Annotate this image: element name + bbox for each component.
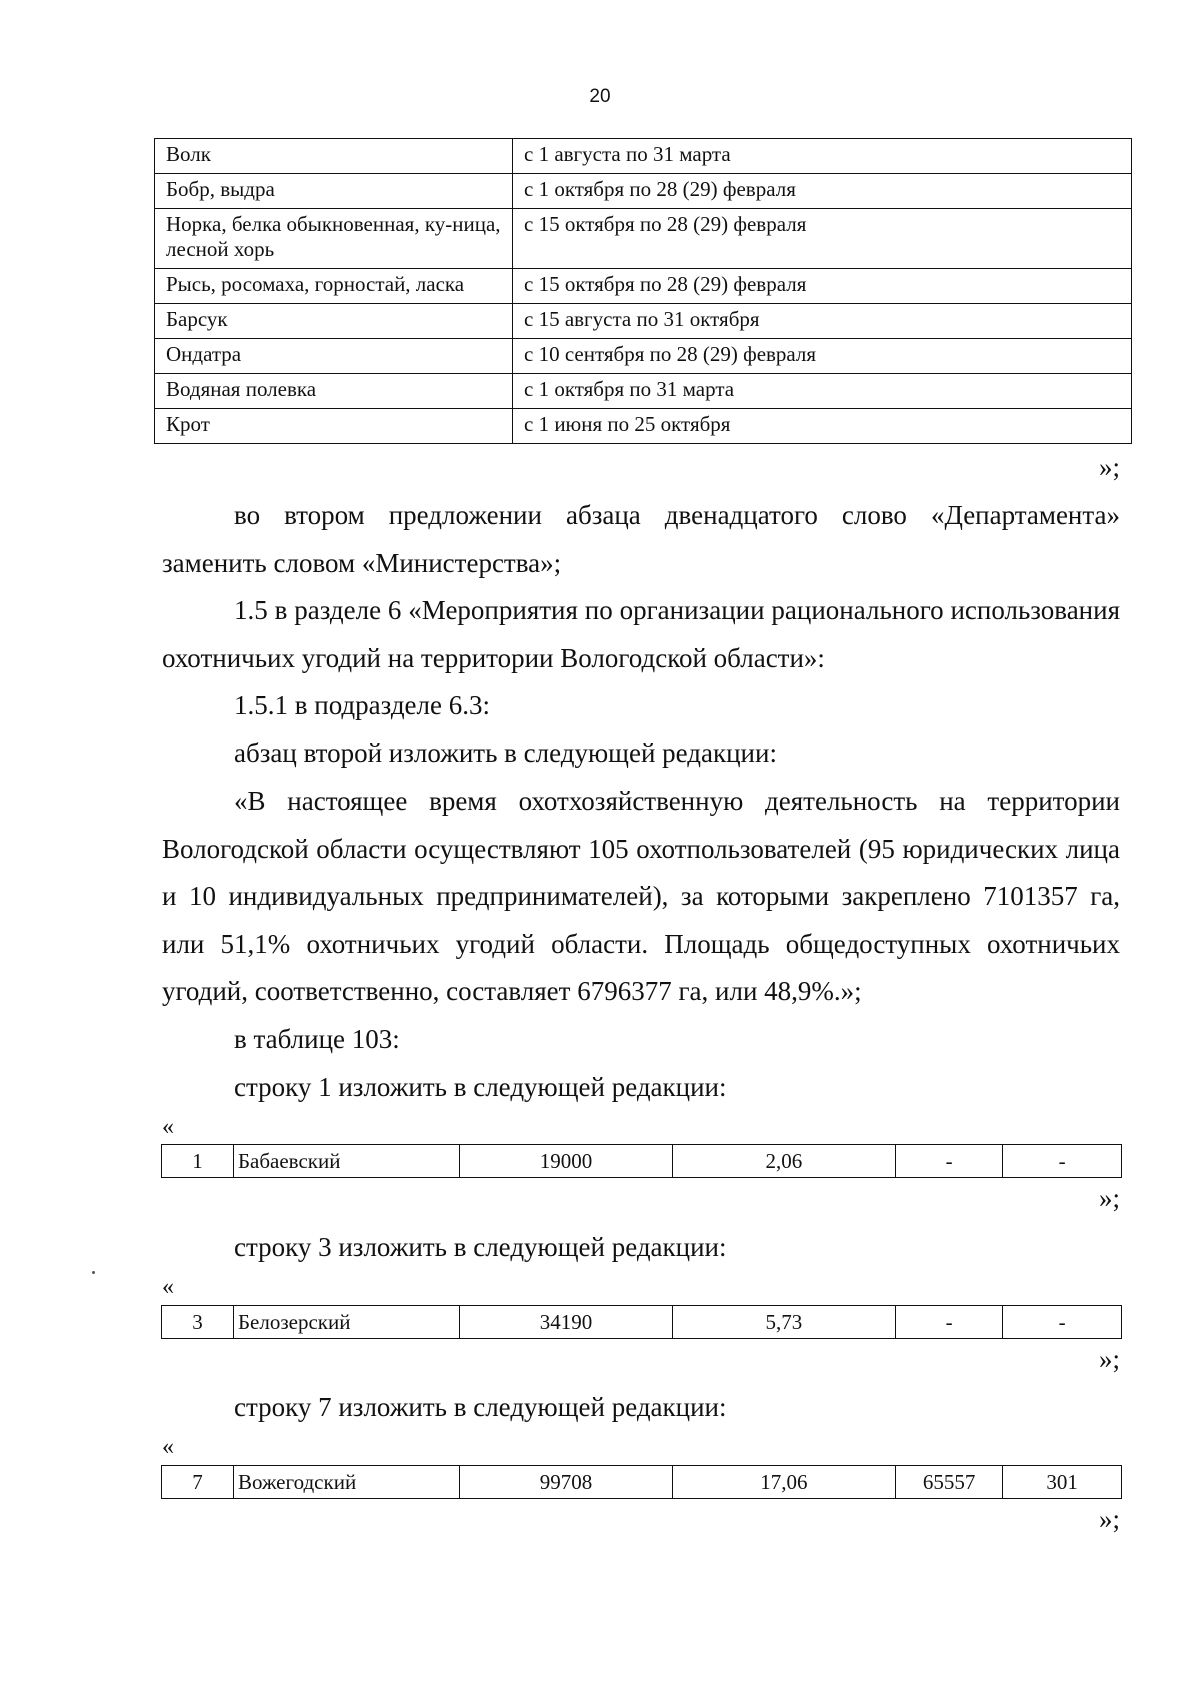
animal-cell: Водяная полевка [155,374,513,409]
cell-percent: 2,06 [672,1145,895,1178]
animal-cell: Крот [155,409,513,444]
table-row [155,139,1132,174]
animal-cell: Волк [155,139,513,174]
paragraph-department-replace: во втором предложении абзаца двенадцатого слово «Департамента» заменить словом «Министерства»; [162,500,1120,578]
table-row [155,409,1132,444]
opening-quote: « [162,1434,174,1460]
animal-cell: Рысь, росомаха, горностай, ласка [155,269,513,304]
table-row [162,1306,1122,1339]
cell-district: Вожегодский [233,1466,459,1499]
cell-number: 3 [162,1306,234,1339]
table-row [155,174,1132,209]
cell-number: 7 [162,1466,234,1499]
cell-district: Белозерский [233,1306,459,1339]
opening-quote: « [162,1114,174,1140]
cell-area: 19000 [460,1145,673,1178]
animal-cell: Норка, белка обыкновенная, ку-ница, лесной хорь [155,209,513,269]
table-row [162,1466,1122,1499]
paragraph-abzac-second: абзац второй изложить в следующей редакции: [234,738,777,768]
cell-area: 99708 [460,1466,673,1499]
cell-value-b: - [1003,1306,1122,1339]
row-edit-instruction: строку 1 изложить в следующей редакции: [234,1072,727,1102]
table-row [155,339,1132,374]
animal-cell: Барсук [155,304,513,339]
row-edit-instruction: строку 7 изложить в следующей редакции: [234,1392,727,1422]
district-row-table [161,1144,1122,1178]
period-cell: с 10 сентября по 28 (29) февраля [513,339,1132,374]
row-edit-instruction: строку 3 изложить в следующей редакции: [234,1232,727,1262]
district-row-table [161,1465,1122,1499]
period-cell: с 15 августа по 31 октября [513,304,1132,339]
table-row [162,1145,1122,1178]
table-row [155,374,1132,409]
cell-value-b: - [1003,1145,1122,1178]
period-cell: с 15 октября по 28 (29) февраля [513,209,1132,269]
paragraph-section-6: 1.5 в разделе 6 «Мероприятия по организации рационального использования охотничьих угодий на территории Вологодской области»: [162,595,1120,673]
cell-percent: 17,06 [672,1466,895,1499]
period-cell: с 1 августа по 31 марта [513,139,1132,174]
cell-area: 34190 [460,1306,673,1339]
hunting-season-table [154,138,1132,444]
page-number: 20 [589,86,611,107]
cell-value-a: - [895,1306,1002,1339]
closing-quote: »; [1098,1183,1120,1213]
paragraph-quoted-text: «В настоящее время охотхозяйственную деятельность на территории Вологодской области осуществляют 105 охотпользователей (95 юридических лица и 10 индивидуальных предпринимателей), за которыми закреплено 7101357 га, или 51,1% охотничьих угодий области. Площадь общедоступных охотничьих угодий, соответственно, составляет 6796377 га, или 48,9%.»; [162,786,1120,1007]
table-row [155,209,1132,269]
paragraph-table-103: в таблице 103: [234,1024,400,1054]
table-row [155,269,1132,304]
period-cell: с 1 июня по 25 октября [513,409,1132,444]
cell-district: Бабаевский [233,1145,459,1178]
table-row [155,304,1132,339]
district-row-table [161,1305,1122,1339]
scan-dot [92,1271,95,1274]
cell-number: 1 [162,1145,234,1178]
cell-value-a: - [895,1145,1002,1178]
opening-quote: « [162,1274,174,1300]
cell-value-a: 65557 [895,1466,1002,1499]
period-cell: с 1 октября по 31 марта [513,374,1132,409]
period-cell: с 15 октября по 28 (29) февраля [513,269,1132,304]
paragraph-subsection-6-3: 1.5.1 в подразделе 6.3: [234,690,490,720]
animal-cell: Ондатра [155,339,513,374]
closing-quote: »; [1098,452,1120,482]
period-cell: с 1 октября по 28 (29) февраля [513,174,1132,209]
animal-cell: Бобр, выдра [155,174,513,209]
closing-quote: »; [1098,1344,1120,1374]
cell-percent: 5,73 [672,1306,895,1339]
cell-value-b: 301 [1003,1466,1122,1499]
closing-quote: »; [1098,1504,1120,1534]
